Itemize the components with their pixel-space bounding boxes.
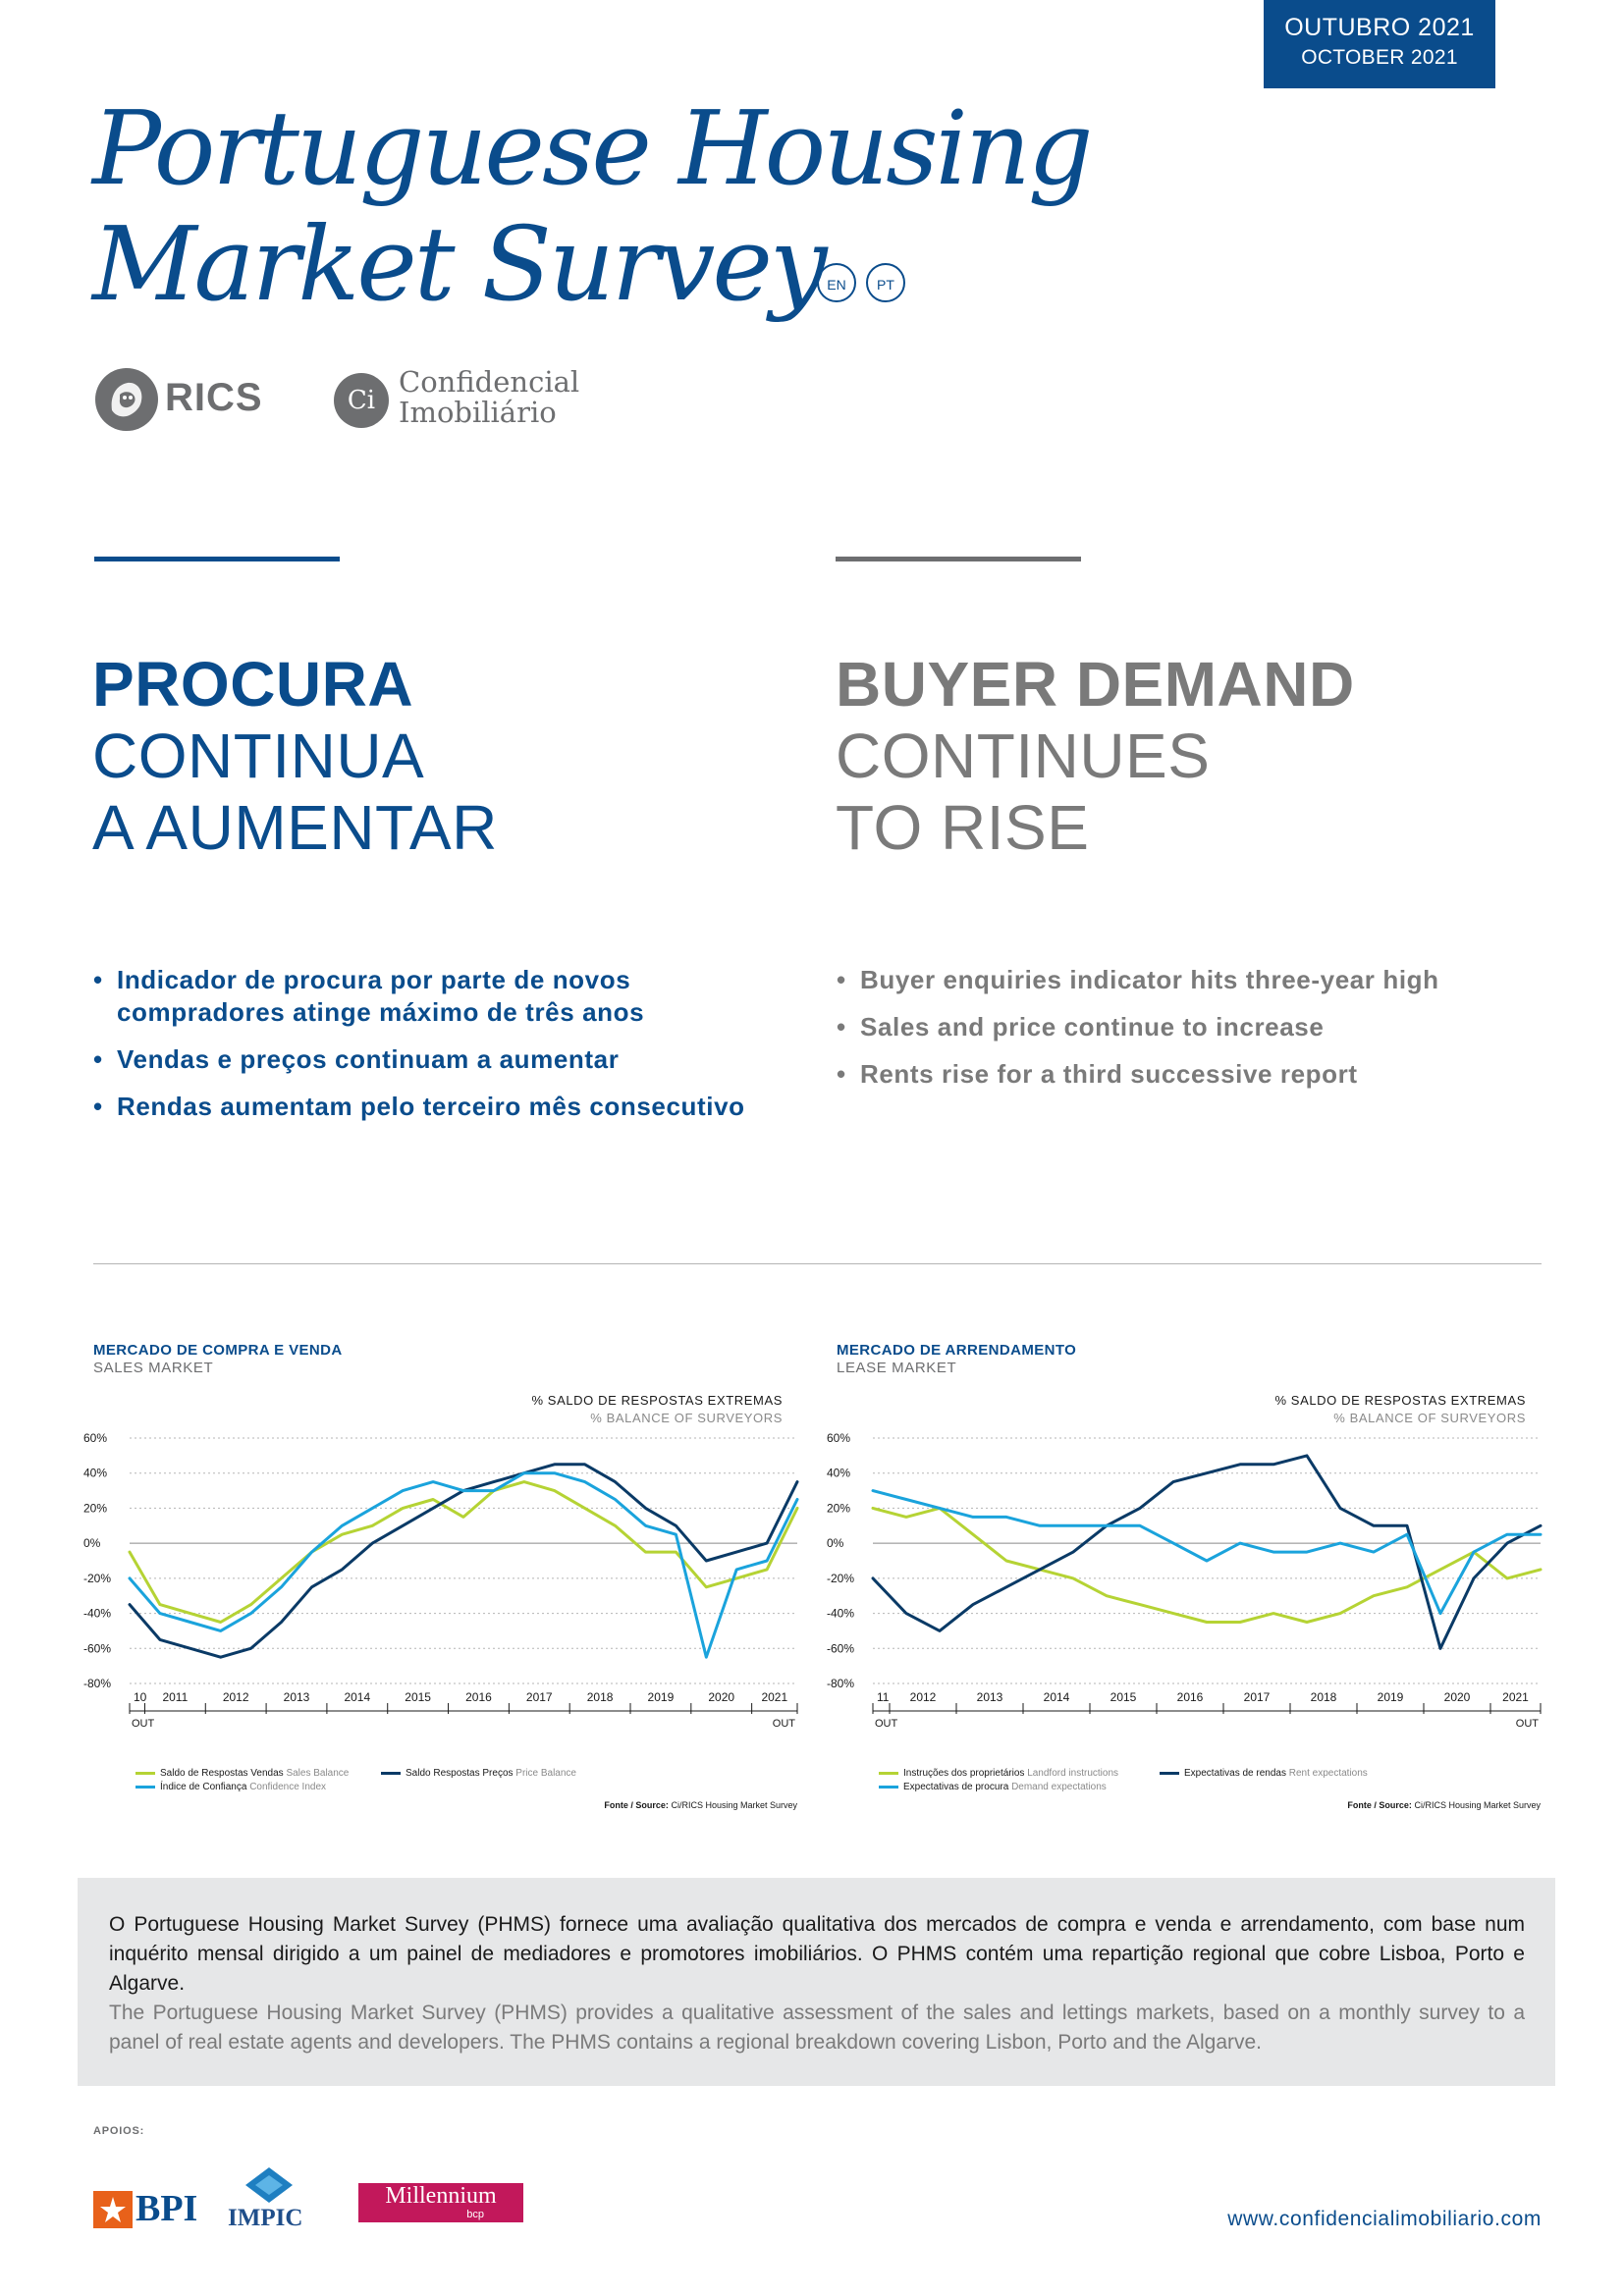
ci-logo-line-1: Confidencial: [399, 365, 580, 399]
section-divider: [93, 1263, 1542, 1264]
lease-x-tick-label: 11: [877, 1690, 890, 1704]
bullets-pt: [93, 964, 761, 1138]
sales-x-tick-label: 2021: [761, 1690, 788, 1704]
bullet-pt-2: • Vendas e preços continuam a aumentar: [93, 1043, 761, 1076]
legend-swatch: [135, 1772, 155, 1775]
sponsors-label: APOIOS:: [93, 2125, 145, 2137]
title-line-2: Market Survey: [92, 204, 825, 324]
legend-label-pt: Saldo Respostas Preços: [406, 1768, 514, 1779]
legend-label-en: Rent expectations: [1288, 1768, 1368, 1779]
impic-logo-icon: [244, 2165, 295, 2205]
lease-x-tick-label: 2012: [909, 1690, 937, 1704]
language-pt-link[interactable]: PT: [866, 263, 905, 302]
sales-x-tick-label: 2015: [405, 1690, 431, 1704]
sales-y-tick-label: -80%: [83, 1677, 112, 1690]
legend-label-pt: Instruções dos proprietários: [903, 1768, 1025, 1779]
sales-y-tick-label: 0%: [83, 1536, 101, 1551]
sales-x-start-label: OUT: [132, 1718, 155, 1730]
sales-series-line-3: [130, 1473, 797, 1658]
accent-rule-en: [836, 557, 1081, 561]
sales-y-tick-label: -20%: [83, 1571, 112, 1585]
legend-label-en: Confidence Index: [249, 1782, 327, 1792]
bpi-logo-text: BPI: [135, 2188, 198, 2229]
legend-label-pt: Saldo de Respostas Vendas: [160, 1768, 284, 1779]
lease-y-tick-label: 20%: [827, 1501, 851, 1516]
sales-x-tick-label: 2020: [708, 1690, 735, 1704]
lease-source: [1246, 1800, 1541, 1810]
legend-label-en: Price Balance: [515, 1768, 576, 1779]
headline-en-line-2: CONTINUES: [836, 721, 1211, 791]
legend-swatch: [381, 1772, 401, 1775]
lease-unit-pt: % SALDO DE RESPOSTAS EXTREMAS: [1274, 1393, 1526, 1408]
source-text: Ci/RICS Housing Market Survey: [671, 1800, 797, 1810]
sales-chart-title: MERCADO DE COMPRA E VENDA: [93, 1342, 343, 1359]
sales-legend-item-2: [381, 1768, 576, 1779]
ci-logo-line-2: Imobiliário: [399, 396, 557, 429]
sales-x-tick-label: 2014: [344, 1690, 371, 1704]
report-title: [92, 90, 1271, 322]
bullet-pt-3: • Rendas aumentam pelo terceiro mês consecutivo: [93, 1091, 761, 1123]
lease-y-tick-label: -20%: [827, 1571, 855, 1585]
source-label: Fonte / Source:: [1347, 1800, 1412, 1810]
edition-pt: OUTUBRO 2021: [1284, 14, 1475, 41]
legend-label-en: Landford instructions: [1027, 1768, 1119, 1779]
bullet-en-2: • Sales and price continue to increase: [837, 1011, 1524, 1043]
lease-x-start-label: OUT: [875, 1718, 898, 1730]
sales-chart-subtitle: SALES MARKET: [93, 1360, 214, 1376]
lease-x-tick-label: 2013: [976, 1690, 1003, 1704]
sales-y-tick-label: 40%: [83, 1466, 108, 1480]
bullets-en: [837, 964, 1524, 1105]
bullet-pt-1: • Indicador de procura por parte de novos compradores atinge máximo de três anos: [93, 964, 761, 1029]
legend-swatch: [135, 1786, 155, 1789]
millennium-logo-sub: bcp: [466, 2209, 484, 2220]
legend-swatch: [879, 1772, 898, 1775]
headline-en-line-3: TO RISE: [836, 792, 1090, 863]
millennium-logo-text: Millennium: [385, 2183, 497, 2209]
lease-series-line-3: [873, 1491, 1541, 1614]
rics-logo-text: RICS: [165, 376, 263, 419]
sales-y-tick-label: -60%: [83, 1641, 112, 1656]
lease-y-tick-label: -60%: [827, 1641, 855, 1656]
sales-x-tick-label: 2017: [525, 1690, 553, 1704]
lease-x-tick-label: 2015: [1110, 1690, 1137, 1704]
accent-rule-pt: [94, 557, 340, 561]
legend-label-pt: Expectativas de rendas: [1184, 1768, 1286, 1779]
website-link[interactable]: www.confidencialimobiliario.com: [1227, 2208, 1542, 2230]
headline-pt-line-1: PROCURA: [92, 649, 414, 720]
legend-swatch: [879, 1786, 898, 1789]
sales-x-tick-label: 2019: [647, 1690, 675, 1704]
bpi-star-icon: [93, 2191, 133, 2228]
language-en-link[interactable]: EN: [817, 263, 856, 302]
sales-x-tick-label: 2012: [222, 1690, 249, 1704]
lease-y-tick-label: -40%: [827, 1606, 855, 1621]
rics-lion-icon: [94, 367, 159, 432]
headline-en: [836, 649, 1355, 864]
edition-badge: [1264, 0, 1495, 88]
sales-unit-en: % BALANCE OF SURVEYORS: [590, 1411, 783, 1425]
sales-series-line-2: [130, 1465, 797, 1657]
about-text-pt: O Portuguese Housing Market Survey (PHMS) fornece uma avaliação qualitativa dos mercados de compra e venda e arrendamento, com base num inquérito mensal dirigido a um painel de mediadores e promotores imobiliários. O PHMS contém uma repartição regional que cobre Lisboa, Porto e Algarve.: [109, 1913, 1525, 1995]
lease-y-tick-label: 40%: [827, 1466, 851, 1480]
sales-legend-item-1: [135, 1768, 349, 1779]
title-line-1: Portuguese Housing: [92, 88, 1091, 208]
sales-source: [503, 1800, 797, 1810]
lease-chart: [822, 1423, 1548, 1747]
headline-en-line-1: BUYER DEMAND: [836, 649, 1355, 720]
headline-pt-line-3: A AUMENTAR: [92, 792, 498, 863]
sales-y-tick-label: 60%: [83, 1431, 108, 1445]
lease-y-tick-label: 0%: [827, 1536, 844, 1551]
legend-label-pt: Expectativas de procura: [903, 1782, 1009, 1792]
headline-pt: [92, 649, 498, 864]
lease-x-tick-label: 2016: [1176, 1690, 1204, 1704]
sales-legend-item-3: [135, 1782, 326, 1792]
lease-x-tick-label: 2018: [1310, 1690, 1337, 1704]
legend-swatch: [1160, 1772, 1179, 1775]
lease-x-tick-label: 2020: [1443, 1690, 1471, 1704]
ci-logo-mark: Ci: [334, 373, 389, 428]
lease-legend-item-1: [879, 1768, 1118, 1779]
impic-logo-text: IMPIC: [228, 2205, 303, 2231]
lease-y-tick-label: 60%: [827, 1431, 851, 1445]
lease-y-tick-label: -80%: [827, 1677, 855, 1690]
legend-label-pt: Índice de Confiança: [160, 1782, 247, 1792]
legend-label-en: Sales Balance: [286, 1768, 350, 1779]
ci-logo-text: [399, 367, 579, 428]
source-label: Fonte / Source:: [604, 1800, 669, 1810]
lease-chart-title: MERCADO DE ARRENDAMENTO: [837, 1342, 1077, 1359]
lease-x-tick-label: 2014: [1043, 1690, 1070, 1704]
sales-x-end-label: OUT: [772, 1718, 795, 1730]
lease-x-tick-label: 2017: [1243, 1690, 1271, 1704]
lease-x-tick-label: 2021: [1502, 1690, 1529, 1704]
bullet-en-3: • Rents rise for a third successive report: [837, 1058, 1524, 1091]
lease-x-tick-label: 2019: [1377, 1690, 1404, 1704]
lease-legend-item-3: [879, 1782, 1107, 1792]
sales-unit-pt: % SALDO DE RESPOSTAS EXTREMAS: [531, 1393, 783, 1408]
lease-unit-en: % BALANCE OF SURVEYORS: [1333, 1411, 1526, 1425]
millennium-logo: [358, 2183, 523, 2222]
lease-series-line-2: [873, 1456, 1541, 1648]
lease-chart-subtitle: LEASE MARKET: [837, 1360, 957, 1376]
source-text: Ci/RICS Housing Market Survey: [1414, 1800, 1541, 1810]
headline-pt-line-2: CONTINUA: [92, 721, 425, 791]
sales-chart: [79, 1423, 805, 1747]
lease-legend-item-2: [1160, 1768, 1368, 1779]
sales-y-tick-label: 20%: [83, 1501, 108, 1516]
bullet-en-1: • Buyer enquiries indicator hits three-year high: [837, 964, 1524, 996]
sales-y-tick-label: -40%: [83, 1606, 112, 1621]
lease-x-end-label: OUT: [1515, 1718, 1539, 1730]
legend-label-en: Demand expectations: [1011, 1782, 1107, 1792]
sales-x-tick-label: 2018: [586, 1690, 614, 1704]
edition-en: OCTOBER 2021: [1301, 46, 1458, 69]
about-text-en: The Portuguese Housing Market Survey (PHMS) provides a qualitative assessment of the sales and lettings markets, based on a monthly survey to a panel of real estate agents and developers. The PHMS contains a regional breakdown covering Lisbon, Porto and the Algarve.: [109, 2002, 1525, 2054]
sales-x-tick-label: 2016: [465, 1690, 492, 1704]
sales-x-tick-label: 2013: [283, 1690, 310, 1704]
sales-x-tick-label: 2011: [162, 1690, 189, 1704]
sales-x-tick-label: 10: [134, 1690, 147, 1704]
